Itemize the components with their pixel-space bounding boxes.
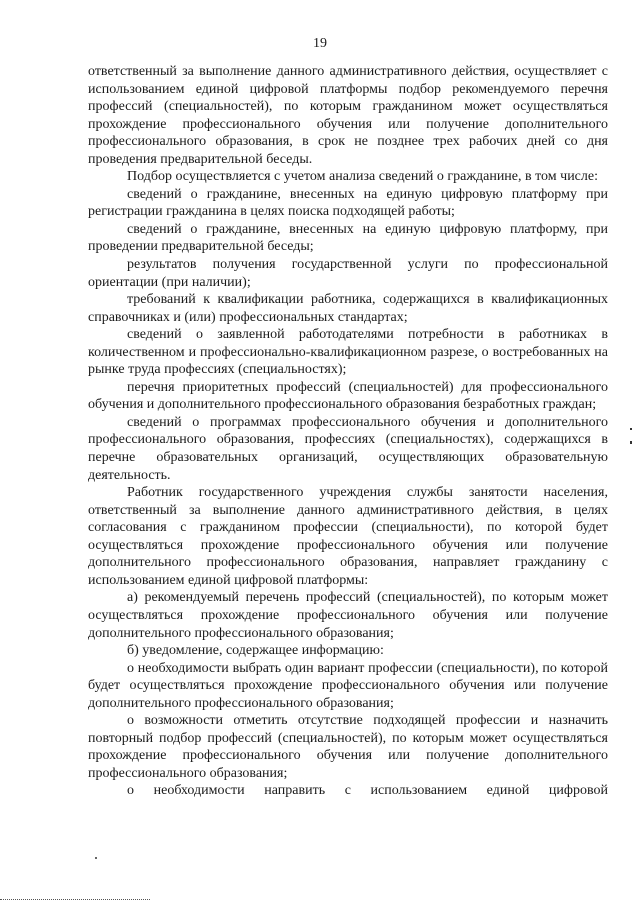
page-number: 19 bbox=[313, 36, 327, 51]
paragraph: ответственный за выполнение данного административного действия, осуществляет с использованием единой цифровой платформы подбор рекомендуемого перечня профессий (специальностей), по которым гражданином может осуществляться прохождение профессионального обучения или получение дополнительного профессионального образования, в срок не позднее трех рабочих дней со дня проведения предварительной беседы. bbox=[88, 64, 608, 167]
scan-mark bbox=[95, 857, 97, 859]
scan-mark bbox=[630, 441, 632, 444]
list-item: о необходимости выбрать один вариант профессии (специальности), по которой будет осуществляться прохождение профессионального обучения или получение дополнительного профессионального образования; bbox=[88, 660, 608, 711]
list-item: о возможности отметить отсутствие подходящей профессии и назначить повторный подбор профессий (специальностей), по которым может осуществляться прохождение профессионального обучения или получение дополнительного профессионального образования; bbox=[88, 713, 608, 781]
list-item: о необходимости направить с использованием единой цифровой bbox=[127, 783, 608, 799]
list-item: сведений о заявленной работодателями потребности в работниках в количественном и профессионально-квалификационном разрезе, о востребованных на рынке труда профессиях (специальностях); bbox=[88, 327, 608, 378]
scan-mark bbox=[630, 428, 632, 430]
list-item: требований к квалификации работника, содержащихся в квалификационных справочниках и (или) профессиональных стандартах; bbox=[88, 292, 608, 325]
list-item: сведений о программах профессионального обучения и дополнительного профессионального образования, профессиях (специальностях), содержащихся в перечне образовательных организаций, осуществляющих образовательную деятельность. bbox=[88, 414, 608, 483]
list-item: сведений о гражданине, внесенных на единую цифровую платформу, при проведении предварительной беседы; bbox=[88, 221, 608, 255]
list-item: перечня приоритетных профессий (специальностей) для профессионального обучения и дополнительного профессионального образования безработных граждан; bbox=[88, 379, 608, 413]
paragraph: Работник государственного учреждения службы занятости населения, ответственный за выполнение данного административного действия, в целях согласования с гражданином профессии (специальности), по которой будет осуществляться прохождение профессионального обучения или получение дополнительного профессионального образования, направляет гражданину с использованием единой цифровой платформы: bbox=[88, 485, 608, 588]
paragraph: Подбор осуществляется с учетом анализа сведений о гражданине, в том числе: bbox=[127, 169, 598, 185]
list-item: а) рекомендуемый перечень профессий (специальностей), по которым может осуществляться прохождение профессионального обучения или получение дополнительного профессионального образования; bbox=[88, 590, 608, 641]
document-body bbox=[88, 63, 608, 800]
bottom-rule bbox=[0, 899, 150, 900]
list-item: б) уведомление, содержащее информацию: bbox=[127, 643, 384, 659]
list-item: сведений о гражданине, внесенных на единую цифровую платформу при регистрации гражданина в целях поиска подходящей работы; bbox=[88, 186, 608, 220]
list-item: результатов получения государственной услуги по профессиональной ориентации (при наличии); bbox=[88, 257, 608, 290]
